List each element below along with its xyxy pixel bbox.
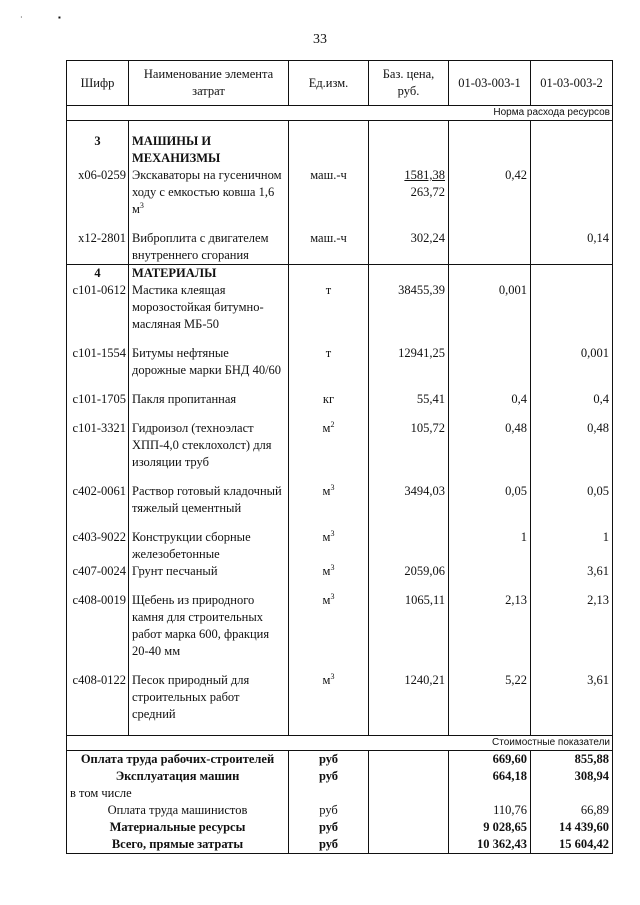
scan-mark: · — [20, 13, 23, 22]
total-value-col2: 66,89 — [531, 802, 613, 819]
item-name-text: Экскаваторы на гусеничном ходу с емкостью ковша 1,6 м — [132, 168, 282, 216]
item-value-col2: 1 — [531, 529, 613, 563]
item-price — [369, 230, 449, 265]
spacer-row — [67, 121, 613, 134]
total-name: Всего, прямые затраты — [67, 836, 289, 854]
item-price: 12941,25 — [369, 345, 449, 379]
header-unit: Ед.изм. — [289, 61, 369, 106]
item-value-col1 — [449, 563, 531, 580]
total-unit: руб — [289, 802, 369, 819]
item-unit: $м^3$ — [289, 672, 369, 723]
item-name: Мастика клеящая морозостойкая битумно-масляная МБ-50 — [129, 282, 289, 333]
total-value-col2: 308,94 — [531, 768, 613, 785]
item-name: Конструкции сборные железобетонные — [129, 529, 289, 563]
section-number: 4 — [67, 265, 129, 283]
item-value-col2 — [531, 282, 613, 333]
item-price: 1240,21 — [369, 672, 449, 723]
total-unit: руб — [289, 836, 369, 854]
total-value-col2: 14 439,60 — [531, 819, 613, 836]
table-row — [67, 672, 613, 723]
total-value-col1: 110,76 — [449, 802, 531, 819]
table-row — [67, 483, 613, 517]
item-price — [369, 167, 449, 218]
total-row — [67, 768, 613, 785]
item-unit — [289, 345, 369, 379]
total-value-col2 — [531, 785, 613, 802]
total-row — [67, 836, 613, 854]
table-row — [67, 345, 613, 379]
total-value-col1: 10 362,43 — [449, 836, 531, 854]
unit-text: т — [325, 346, 332, 360]
spacer-row — [67, 471, 613, 483]
cost-table — [66, 60, 613, 854]
item-value-col1: 0,48 — [449, 420, 531, 471]
item-code: с402-0061 — [67, 483, 129, 517]
spacer-row — [67, 517, 613, 529]
item-price: 2059,06 — [369, 563, 449, 580]
item-code: с101-3321 — [67, 420, 129, 471]
item-unit — [289, 282, 369, 333]
item-name: Щебень из природного камня для строительных работ марка 600, фракция 20-40 мм — [129, 592, 289, 660]
item-value-col2: 3,61 — [531, 672, 613, 723]
item-unit: $м^2$ — [289, 420, 369, 471]
total-value-col1: 664,18 — [449, 768, 531, 785]
item-name-text: Виброплита с двигателем внутреннего сгорания — [132, 231, 269, 262]
item-value-col1: 5,22 — [449, 672, 531, 723]
spacer-row — [67, 580, 613, 592]
item-unit: маш.-ч — [289, 167, 369, 218]
norm-subheader: Норма расхода ресурсов — [67, 106, 613, 121]
cost-subheader: Стоимостные показатели — [67, 736, 613, 751]
unit-text: м — [322, 484, 331, 498]
item-code: с407-0024 — [67, 563, 129, 580]
total-name: Материальные ресурсы — [67, 819, 289, 836]
item-value-col2 — [531, 167, 613, 218]
total-name: Оплата труда рабочих-строителей — [67, 751, 289, 769]
total-name: Оплата труда машинистов — [67, 802, 289, 819]
total-value-col1: 9 028,65 — [449, 819, 531, 836]
header-price: Баз. цена, руб. — [369, 61, 449, 106]
spacer-row — [67, 218, 613, 230]
item-name: Грунт песчаный — [129, 563, 289, 580]
header-col2: 01-03-003-2 — [531, 61, 613, 106]
item-value-col1 — [449, 230, 531, 265]
total-name: в том числе — [67, 785, 289, 802]
unit-text: т — [325, 283, 332, 297]
section-title: МАШИНЫ И МЕХАНИЗМЫ — [129, 133, 289, 167]
item-unit: $м^3$ — [289, 483, 369, 517]
total-unit — [289, 785, 369, 802]
item-name: Гидроизол (техноэласт ХПП-4,0 стеклохолст) для изоляции труб — [129, 420, 289, 471]
price-value: 1581,38 — [404, 168, 445, 182]
header-col1: 01-03-003-1 — [449, 61, 531, 106]
subheader-row — [67, 736, 613, 751]
total-value-col2: 855,88 — [531, 751, 613, 769]
total-unit: руб — [289, 751, 369, 769]
total-row — [67, 819, 613, 836]
spacer-row — [67, 379, 613, 391]
item-value-col2: 0,05 — [531, 483, 613, 517]
table-row — [67, 167, 613, 218]
item-name: Песок природный для строительных работ средний — [129, 672, 289, 723]
item-value-col1: 0,4 — [449, 391, 531, 408]
price-value-secondary: 263,72 — [410, 185, 445, 199]
item-value-col2: 0,001 — [531, 345, 613, 379]
spacer-row — [67, 408, 613, 420]
section-number: 3 — [67, 133, 129, 167]
item-value-col2: 3,61 — [531, 563, 613, 580]
price-value: 302,24 — [410, 231, 445, 245]
item-price: 105,72 — [369, 420, 449, 471]
item-value-col2: 0,14 — [531, 230, 613, 265]
unit-text: м — [322, 421, 331, 435]
spacer-row — [67, 660, 613, 672]
item-unit: $м^3$ — [289, 529, 369, 563]
item-code: с101-0612 — [67, 282, 129, 333]
item-value-col1: 0,05 — [449, 483, 531, 517]
unit-text: м — [322, 673, 331, 687]
item-value-col2: 2,13 — [531, 592, 613, 660]
unit-text: м — [322, 530, 331, 544]
total-unit: руб — [289, 819, 369, 836]
item-name: Битумы нефтяные дорожные марки БНД 40/60 — [129, 345, 289, 379]
item-value-col1 — [449, 345, 531, 379]
item-price: 3494,03 — [369, 483, 449, 517]
table-row — [67, 420, 613, 471]
header-name: Наименование элемента затрат — [129, 61, 289, 106]
item-price: 1065,11 — [369, 592, 449, 660]
table-header — [67, 61, 613, 106]
item-name — [129, 230, 289, 265]
item-unit: $м^3$ — [289, 563, 369, 580]
item-price — [369, 529, 449, 563]
item-value-col1: 2,13 — [449, 592, 531, 660]
section-machines — [67, 133, 613, 167]
total-row — [67, 751, 613, 769]
item-name: Экскаваторы на гусеничном ходу с емкостью ковша 1,6 $м^3$ — [129, 167, 289, 218]
page-number: 33 — [313, 32, 327, 47]
table-row — [67, 230, 613, 265]
item-name: Раствор готовый кладочный тяжелый цементный — [129, 483, 289, 517]
item-code: с408-0019 — [67, 592, 129, 660]
item-code: х06-0259 — [67, 167, 129, 218]
item-price: 38455,39 — [369, 282, 449, 333]
table-row — [67, 529, 613, 563]
spacer-row — [67, 333, 613, 345]
item-unit: маш.-ч — [289, 230, 369, 265]
item-value-col2: 0,4 — [531, 391, 613, 408]
item-value-col1: 0,001 — [449, 282, 531, 333]
unit-text: м — [322, 593, 331, 607]
item-unit — [289, 391, 369, 408]
total-value-col1: 669,60 — [449, 751, 531, 769]
item-value-col1: 0,42 — [449, 167, 531, 218]
item-price: 55,41 — [369, 391, 449, 408]
item-code: с408-0122 — [67, 672, 129, 723]
header-code: Шифр — [67, 61, 129, 106]
item-code: х12-2801 — [67, 230, 129, 265]
item-code: с403-9022 — [67, 529, 129, 563]
item-code: с101-1705 — [67, 391, 129, 408]
table-row — [67, 563, 613, 580]
spacer-row — [67, 723, 613, 736]
item-value-col1: 1 — [449, 529, 531, 563]
total-value-col2: 15 604,42 — [531, 836, 613, 854]
unit-text: м — [322, 564, 331, 578]
scan-mark: ▪ — [58, 13, 61, 22]
item-code: с101-1554 — [67, 345, 129, 379]
total-value-col1 — [449, 785, 531, 802]
section-materials — [67, 265, 613, 283]
total-row — [67, 785, 613, 802]
item-name: Пакля пропитанная — [129, 391, 289, 408]
total-unit: руб — [289, 768, 369, 785]
total-row — [67, 802, 613, 819]
section-title: МАТЕРИАЛЫ — [129, 265, 289, 283]
total-name: Эксплуатация машин — [67, 768, 289, 785]
table-row — [67, 592, 613, 660]
item-unit: $м^3$ — [289, 592, 369, 660]
table-row — [67, 391, 613, 408]
table-row — [67, 282, 613, 333]
item-value-col2: 0,48 — [531, 420, 613, 471]
unit-text: кг — [322, 392, 335, 406]
